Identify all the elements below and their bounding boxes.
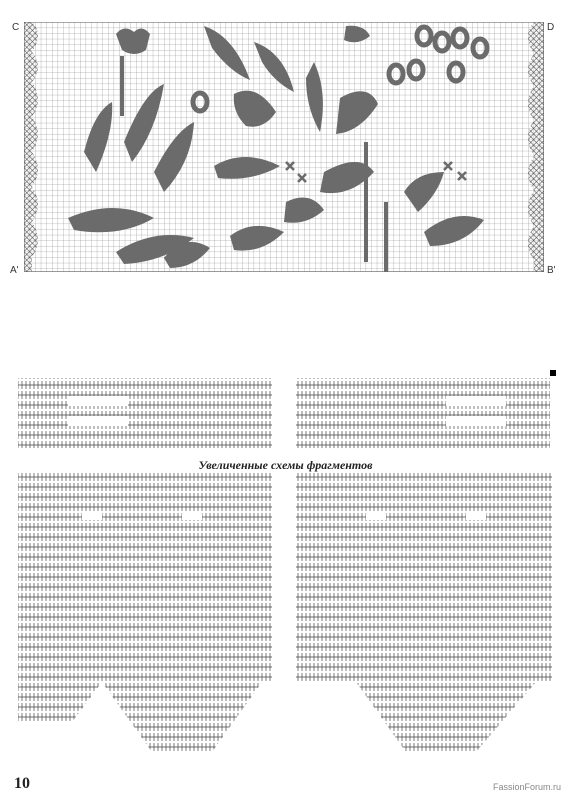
- fragment-point-right: [296, 472, 558, 772]
- corner-label-d: D: [547, 22, 555, 33]
- corner-label-b: B': [547, 265, 556, 276]
- fragment-strip-right: [296, 370, 558, 448]
- fragments-title: Увеличенные схемы фрагментов: [198, 458, 373, 472]
- corner-label-c: C: [12, 22, 20, 33]
- watermark: FassionForum.ru: [492, 782, 561, 792]
- page-number: 10: [14, 775, 30, 792]
- fragment-strip-left: [12, 370, 274, 448]
- filet-chart: [24, 22, 544, 272]
- corner-label-a: A': [10, 265, 19, 276]
- fragment-point-left: [12, 472, 274, 772]
